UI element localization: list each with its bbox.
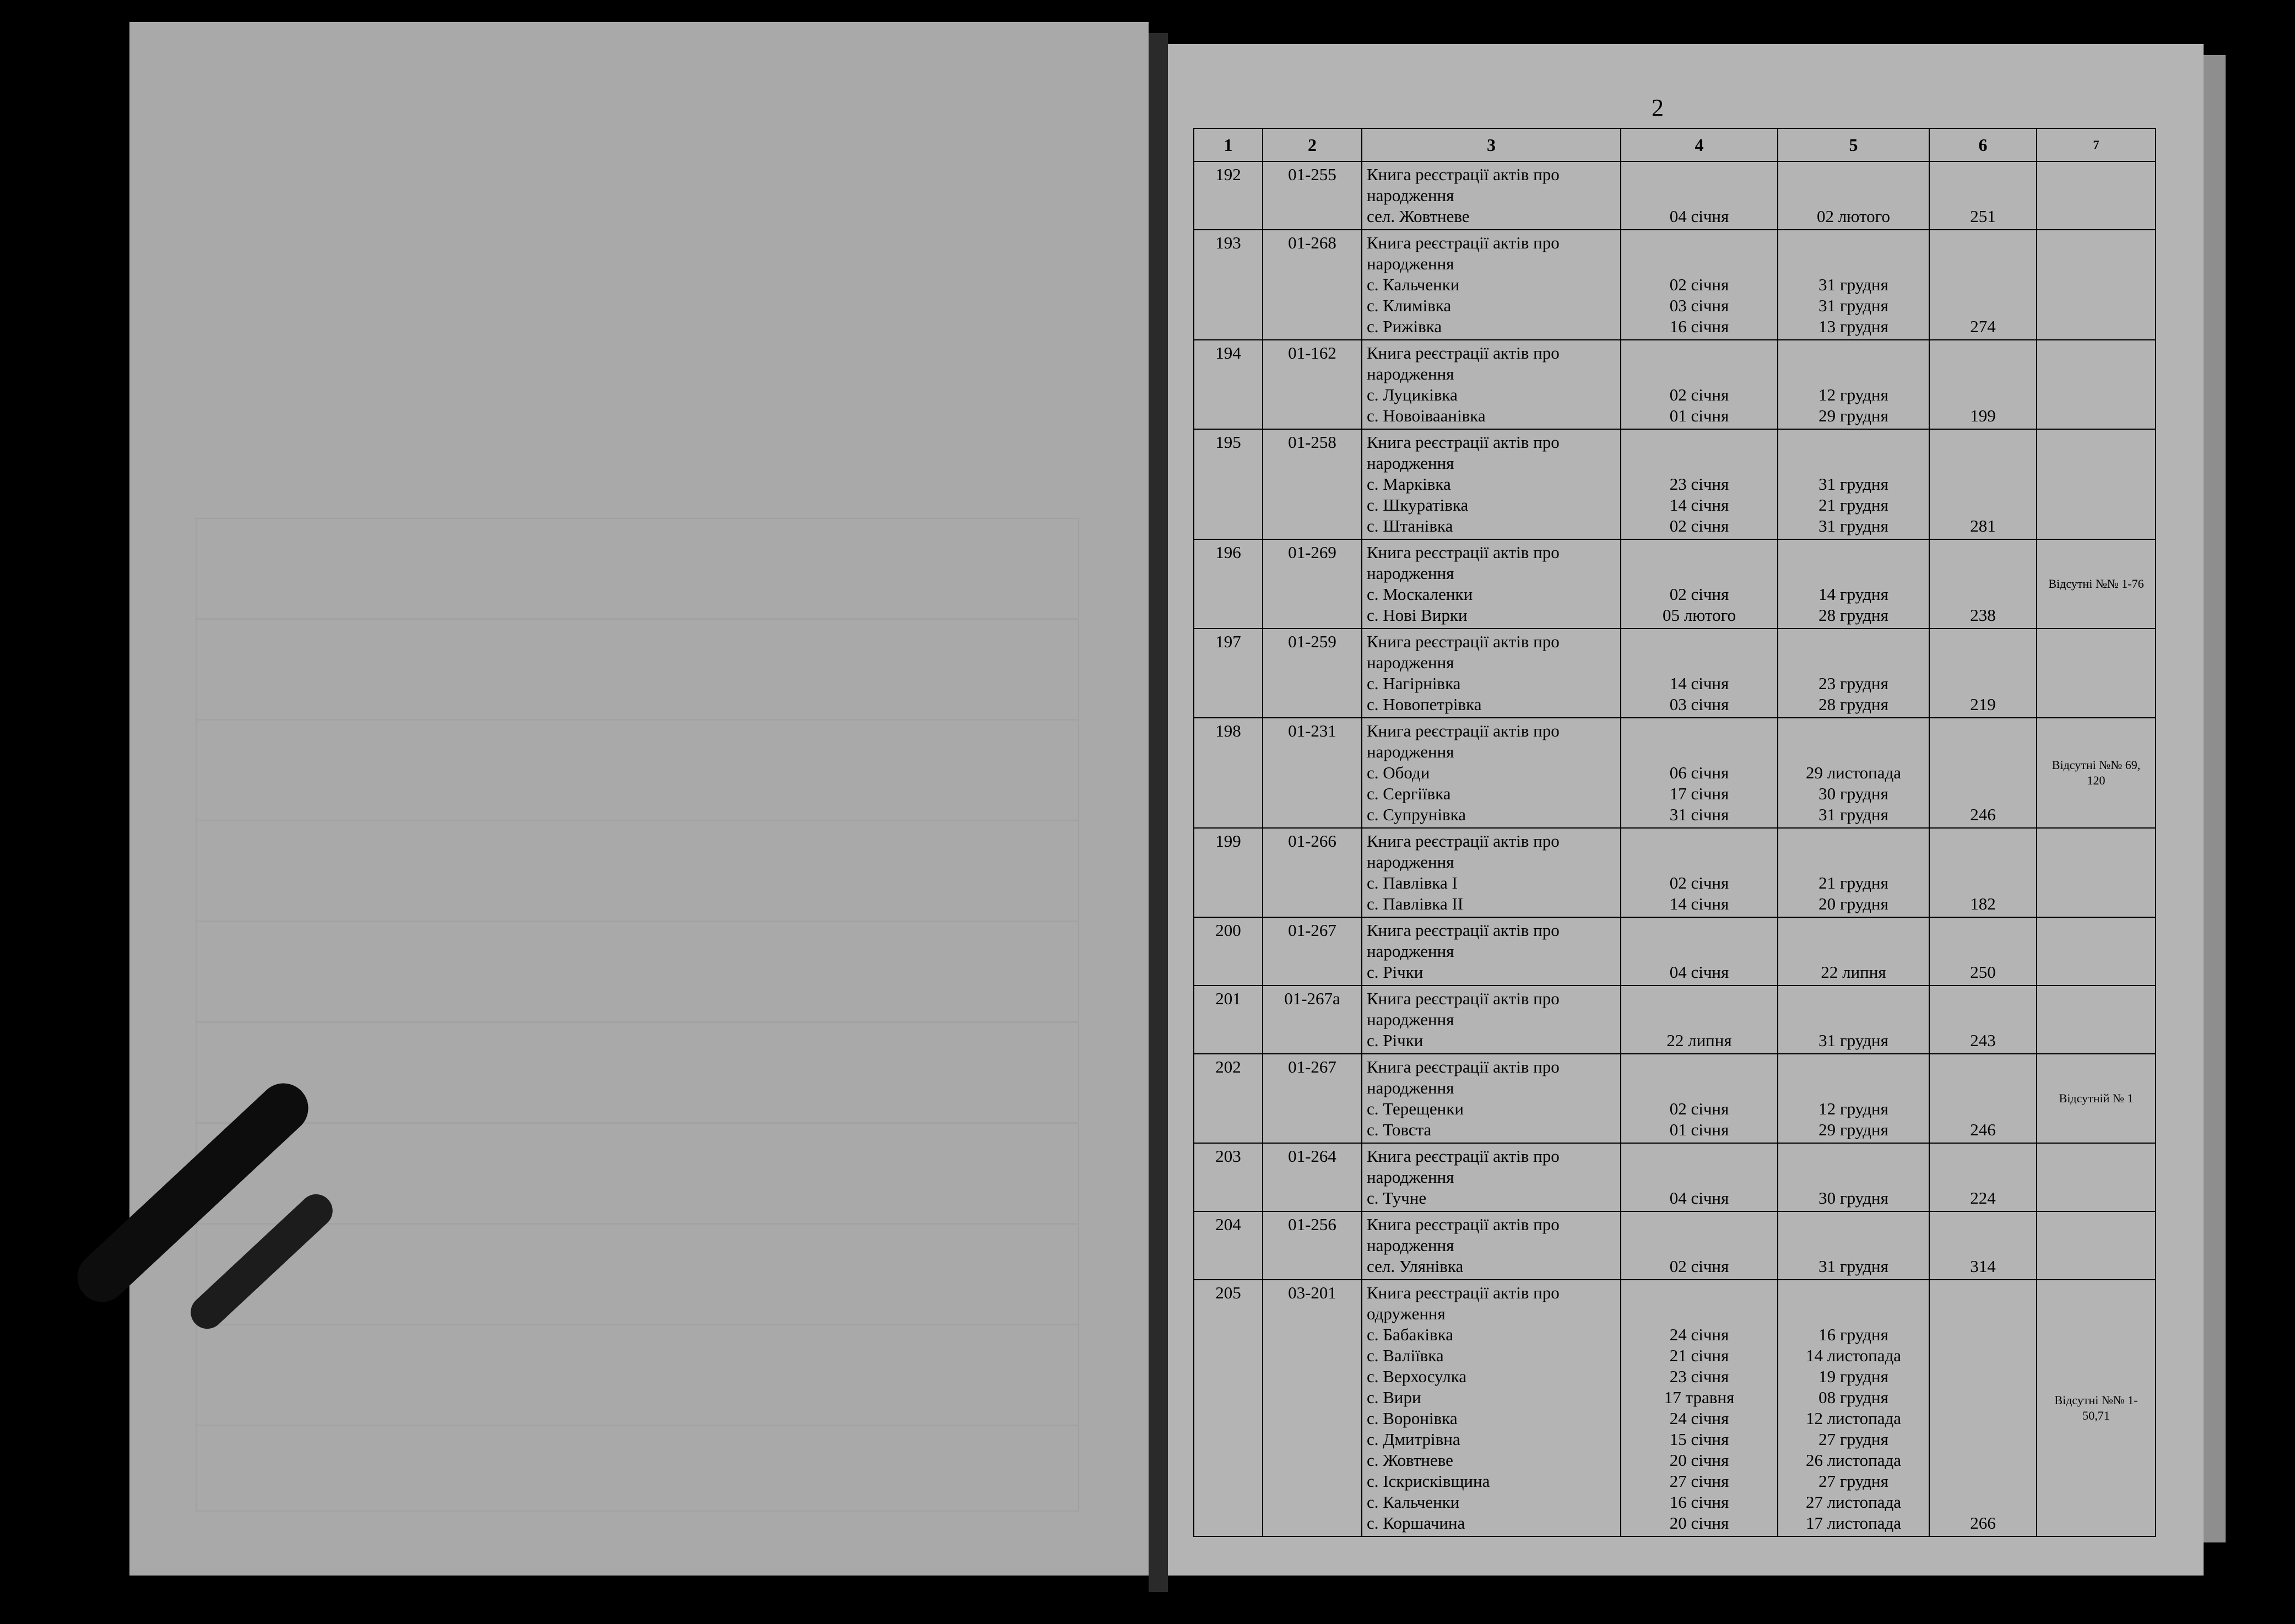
- end-date-line: 27 грудня: [1818, 1430, 1888, 1449]
- table-row: [1194, 539, 2156, 629]
- start-date: [1621, 539, 1778, 629]
- end-date-line: 14 листопада: [1805, 1346, 1902, 1365]
- header-col-6: 6: [1929, 128, 2037, 161]
- record-title: [1362, 1280, 1621, 1536]
- start-date: [1621, 1054, 1778, 1143]
- note: [2037, 1211, 2156, 1280]
- note: Відсутні №№ 1-50,71: [2037, 1280, 2156, 1536]
- end-date-line: 29 грудня: [1818, 1120, 1888, 1139]
- record-title: [1362, 986, 1621, 1054]
- start-date: [1621, 161, 1778, 230]
- start-date-line: 23 січня: [1669, 1367, 1729, 1386]
- place-name: с. Іскрисківщина: [1367, 1471, 1490, 1491]
- title-line: народження: [1367, 364, 1454, 383]
- place-name: с. Кальченки: [1367, 275, 1460, 294]
- row-number: 199: [1194, 828, 1263, 917]
- row-number: 194: [1194, 340, 1263, 429]
- title-line: народження: [1367, 564, 1454, 583]
- place-name: с. Луциківка: [1367, 385, 1458, 404]
- title-line: Книга реєстрації актів про: [1367, 1146, 1560, 1166]
- start-date-line: 14 січня: [1669, 674, 1729, 693]
- start-date-line: 03 січня: [1669, 296, 1729, 315]
- end-date: [1778, 986, 1929, 1054]
- start-date: [1621, 718, 1778, 828]
- row-number: 201: [1194, 986, 1263, 1054]
- record-title: [1362, 629, 1621, 718]
- place-name: с. Москаленки: [1367, 584, 1473, 604]
- book-spine: [1149, 33, 1168, 1592]
- end-date-line: 27 листопада: [1805, 1492, 1902, 1512]
- place-name: с. Супрунівка: [1367, 805, 1466, 824]
- row-number: 193: [1194, 230, 1263, 340]
- title-line: народження: [1367, 1010, 1454, 1029]
- record-title: [1362, 718, 1621, 828]
- end-date-line: 31 грудня: [1818, 516, 1888, 535]
- start-date-line: 27 січня: [1669, 1471, 1729, 1491]
- record-title: [1362, 340, 1621, 429]
- end-date: [1778, 917, 1929, 986]
- table-row: [1194, 986, 2156, 1054]
- note: [2037, 161, 2156, 230]
- table-body: [1194, 161, 2156, 1536]
- end-date-line: 28 грудня: [1818, 695, 1888, 714]
- table-row: [1194, 1211, 2156, 1280]
- end-date-line: 26 листопада: [1805, 1450, 1902, 1470]
- end-date-line: 30 грудня: [1818, 1188, 1888, 1208]
- fund-code: 03-201: [1263, 1280, 1362, 1536]
- end-date-line: 22 липня: [1821, 962, 1886, 982]
- table-row: [1194, 340, 2156, 429]
- start-date-line: 23 січня: [1669, 474, 1729, 494]
- title-line: Книга реєстрації актів про: [1367, 632, 1560, 651]
- place-name: сел. Улянівка: [1367, 1257, 1464, 1276]
- end-date-line: 17 листопада: [1805, 1513, 1902, 1533]
- place-name: с. Новоіваанівка: [1367, 406, 1486, 425]
- note: [2037, 230, 2156, 340]
- end-date: [1778, 1280, 1929, 1536]
- title-line: народження: [1367, 1167, 1454, 1187]
- title-line: народження: [1367, 1236, 1454, 1255]
- fund-code: 01-256: [1263, 1211, 1362, 1280]
- sheet-count: 199: [1929, 340, 2037, 429]
- title-line: народження: [1367, 1078, 1454, 1097]
- row-number: 198: [1194, 718, 1263, 828]
- end-date-line: 16 грудня: [1818, 1325, 1888, 1344]
- start-date-line: 16 січня: [1669, 1492, 1729, 1512]
- row-number: 192: [1194, 161, 1263, 230]
- table-row: [1194, 429, 2156, 539]
- place-name: с. Рижівка: [1367, 317, 1442, 336]
- record-title: [1362, 917, 1621, 986]
- bleed-through-lines: [197, 519, 1078, 1511]
- title-line: Книга реєстрації актів про: [1367, 1283, 1560, 1302]
- end-date-line: 31 грудня: [1818, 1257, 1888, 1276]
- end-date-line: 30 грудня: [1818, 784, 1888, 803]
- start-date-line: 05 лютого: [1662, 605, 1736, 625]
- start-date-line: 17 січня: [1669, 784, 1729, 803]
- header-col-4: 4: [1621, 128, 1778, 161]
- end-date-line: 12 листопада: [1805, 1409, 1902, 1428]
- place-name: с. Верхосулка: [1367, 1367, 1467, 1386]
- place-name: с. Новопетрівка: [1367, 695, 1482, 714]
- title-line: народження: [1367, 186, 1454, 205]
- record-title: [1362, 161, 1621, 230]
- end-date-line: 13 грудня: [1818, 317, 1888, 336]
- header-col-2: 2: [1263, 128, 1362, 161]
- place-name: с. Річки: [1367, 962, 1423, 982]
- place-name: с. Марківка: [1367, 474, 1451, 494]
- fund-code: 01-267: [1263, 917, 1362, 986]
- sheet-count: 238: [1929, 539, 2037, 629]
- bleed-through-table: [196, 518, 1079, 1512]
- header-row: [1194, 128, 2156, 161]
- table-row: [1194, 230, 2156, 340]
- end-date-line: 21 грудня: [1818, 495, 1888, 515]
- start-date-line: 02 січня: [1669, 873, 1729, 892]
- record-title: [1362, 1054, 1621, 1143]
- start-date: [1621, 429, 1778, 539]
- row-number: 202: [1194, 1054, 1263, 1143]
- note: [2037, 429, 2156, 539]
- end-date-line: 31 грудня: [1818, 805, 1888, 824]
- title-line: Книга реєстрації актів про: [1367, 543, 1560, 562]
- note: Відсутні №№ 69, 120: [2037, 718, 2156, 828]
- note: Відсутні №№ 1-76: [2037, 539, 2156, 629]
- header-col-5: 5: [1778, 128, 1929, 161]
- end-date: [1778, 718, 1929, 828]
- note: [2037, 917, 2156, 986]
- start-date-line: 02 січня: [1669, 516, 1729, 535]
- fund-code: 01-266: [1263, 828, 1362, 917]
- place-name: с. Валіївка: [1367, 1346, 1444, 1365]
- title-line: Книга реєстрації актів про: [1367, 721, 1560, 740]
- place-name: с. Нагірнівка: [1367, 674, 1461, 693]
- end-date: [1778, 828, 1929, 917]
- fund-code: 01-267а: [1263, 986, 1362, 1054]
- start-date-line: 02 січня: [1669, 275, 1729, 294]
- start-date-line: 02 січня: [1669, 1099, 1729, 1118]
- start-date: [1621, 1280, 1778, 1536]
- title-line: Книга реєстрації актів про: [1367, 432, 1560, 452]
- end-date-line: 31 грудня: [1818, 275, 1888, 294]
- start-date-line: 20 січня: [1669, 1450, 1729, 1470]
- end-date-line: 02 лютого: [1816, 207, 1891, 226]
- table-row: [1194, 917, 2156, 986]
- row-number: 195: [1194, 429, 1263, 539]
- sheet-count: 243: [1929, 986, 2037, 1054]
- start-date: [1621, 230, 1778, 340]
- place-name: с. Товста: [1367, 1120, 1432, 1139]
- table-row: [1194, 828, 2156, 917]
- record-title: [1362, 230, 1621, 340]
- place-name: с. Сергіївка: [1367, 784, 1451, 803]
- place-name: с. Кальченки: [1367, 1492, 1460, 1512]
- title-line: народження: [1367, 852, 1454, 871]
- title-line: народження: [1367, 742, 1454, 761]
- title-line: народження: [1367, 941, 1454, 961]
- start-date-line: 02 січня: [1669, 385, 1729, 404]
- end-date-line: 28 грудня: [1818, 605, 1888, 625]
- start-date-line: 14 січня: [1669, 495, 1729, 515]
- place-name: с. Дмитрівна: [1367, 1430, 1460, 1449]
- end-date-line: 31 грудня: [1818, 296, 1888, 315]
- start-date-line: 03 січня: [1669, 695, 1729, 714]
- end-date-line: 19 грудня: [1818, 1367, 1888, 1386]
- start-date-line: 01 січня: [1669, 406, 1729, 425]
- start-date-line: 21 січня: [1669, 1346, 1729, 1365]
- sheet-count: 281: [1929, 429, 2037, 539]
- fund-code: 01-264: [1263, 1143, 1362, 1211]
- start-date: [1621, 1211, 1778, 1280]
- start-date: [1621, 629, 1778, 718]
- record-title: [1362, 828, 1621, 917]
- start-date: [1621, 917, 1778, 986]
- row-number: 196: [1194, 539, 1263, 629]
- place-name: с. Павлівка І: [1367, 873, 1458, 892]
- fund-code: 01-269: [1263, 539, 1362, 629]
- sheet-count: 314: [1929, 1211, 2037, 1280]
- end-date: [1778, 340, 1929, 429]
- start-date-line: 17 травня: [1664, 1388, 1735, 1407]
- sheet-count: 224: [1929, 1143, 2037, 1211]
- end-date-line: 12 грудня: [1818, 1099, 1888, 1118]
- place-name: сел. Жовтневе: [1367, 207, 1470, 226]
- start-date-line: 31 січня: [1669, 805, 1729, 824]
- end-date-line: 08 грудня: [1818, 1388, 1888, 1407]
- title-line: Книга реєстрації актів про: [1367, 1057, 1560, 1076]
- note: Відсутній № 1: [2037, 1054, 2156, 1143]
- fund-code: 01-231: [1263, 718, 1362, 828]
- table-row: [1194, 1280, 2156, 1536]
- page-number: 2: [1652, 94, 1664, 121]
- start-date-line: 02 січня: [1669, 1257, 1729, 1276]
- title-line: Книга реєстрації актів про: [1367, 165, 1560, 184]
- start-date: [1621, 986, 1778, 1054]
- end-date: [1778, 629, 1929, 718]
- title-line: народження: [1367, 453, 1454, 473]
- end-date-line: 31 грудня: [1818, 474, 1888, 494]
- header-col-1: 1: [1194, 128, 1263, 161]
- table-row: [1194, 1054, 2156, 1143]
- title-line: Книга реєстрації актів про: [1367, 921, 1560, 940]
- sheet-count: 182: [1929, 828, 2037, 917]
- end-date: [1778, 161, 1929, 230]
- register-table: [1193, 128, 2156, 1537]
- fund-code: 01-255: [1263, 161, 1362, 230]
- sheet-count: 274: [1929, 230, 2037, 340]
- place-name: с. Штанівка: [1367, 516, 1453, 535]
- row-number: 197: [1194, 629, 1263, 718]
- sheet-count: 250: [1929, 917, 2037, 986]
- table-row: [1194, 161, 2156, 230]
- end-date: [1778, 1211, 1929, 1280]
- place-name: с. Ободи: [1367, 763, 1430, 782]
- record-title: [1362, 429, 1621, 539]
- table-row: [1194, 718, 2156, 828]
- start-date: [1621, 1143, 1778, 1211]
- sheet-count: 219: [1929, 629, 2037, 718]
- end-date-line: 31 грудня: [1818, 1031, 1888, 1050]
- start-date-line: 04 січня: [1669, 1188, 1729, 1208]
- end-date-line: 23 грудня: [1818, 674, 1888, 693]
- fund-code: 01-162: [1263, 340, 1362, 429]
- place-name: с. Терещенки: [1367, 1099, 1464, 1118]
- end-date-line: 14 грудня: [1818, 584, 1888, 604]
- table-row: [1194, 1143, 2156, 1211]
- end-date: [1778, 539, 1929, 629]
- place-name: с. Жовтневе: [1367, 1450, 1453, 1470]
- note: [2037, 986, 2156, 1054]
- start-date-line: 15 січня: [1669, 1430, 1729, 1449]
- start-date: [1621, 340, 1778, 429]
- start-date-line: 06 січня: [1669, 763, 1729, 782]
- place-name: с. Нові Вирки: [1367, 605, 1468, 625]
- start-date-line: 16 січня: [1669, 317, 1729, 336]
- fund-code: 01-267: [1263, 1054, 1362, 1143]
- record-title: [1362, 539, 1621, 629]
- sheet-count: 246: [1929, 718, 2037, 828]
- start-date-line: 04 січня: [1669, 962, 1729, 982]
- end-date-line: 12 грудня: [1818, 385, 1888, 404]
- sheet-count: 251: [1929, 161, 2037, 230]
- title-line: Книга реєстрації актів про: [1367, 831, 1560, 851]
- end-date: [1778, 429, 1929, 539]
- end-date-line: 27 грудня: [1818, 1471, 1888, 1491]
- title-line: Книга реєстрації актів про: [1367, 343, 1560, 362]
- row-number: 203: [1194, 1143, 1263, 1211]
- header-col-3: 3: [1362, 128, 1621, 161]
- place-name: с. Вири: [1367, 1388, 1421, 1407]
- end-date-line: 29 листопада: [1805, 763, 1902, 782]
- place-name: с. Бабаківка: [1367, 1325, 1454, 1344]
- start-date-line: 02 січня: [1669, 584, 1729, 604]
- start-date-line: 14 січня: [1669, 894, 1729, 913]
- start-date-line: 22 липня: [1666, 1031, 1732, 1050]
- title-line: Книга реєстрації актів про: [1367, 989, 1560, 1008]
- end-date: [1778, 1143, 1929, 1211]
- sheet-count: 246: [1929, 1054, 2037, 1143]
- row-number: 200: [1194, 917, 1263, 986]
- header-col-7: 7: [2037, 128, 2156, 161]
- left-page-faded: [129, 22, 1149, 1576]
- note: [2037, 629, 2156, 718]
- start-date-line: 01 січня: [1669, 1120, 1729, 1139]
- start-date-line: 24 січня: [1669, 1325, 1729, 1344]
- start-date-line: 20 січня: [1669, 1513, 1729, 1533]
- start-date-line: 04 січня: [1669, 207, 1729, 226]
- place-name: с. Павлівка ІІ: [1367, 894, 1464, 913]
- end-date: [1778, 230, 1929, 340]
- title-line: народження: [1367, 653, 1454, 672]
- title-line: народження: [1367, 254, 1454, 273]
- note: [2037, 1143, 2156, 1211]
- title-line: Книга реєстрації актів про: [1367, 233, 1560, 252]
- title-line: одруження: [1367, 1304, 1446, 1323]
- table-row: [1194, 629, 2156, 718]
- end-date-line: 29 грудня: [1818, 406, 1888, 425]
- page-edge: [2204, 55, 2226, 1542]
- start-date: [1621, 828, 1778, 917]
- end-date: [1778, 1054, 1929, 1143]
- record-title: [1362, 1143, 1621, 1211]
- end-date-line: 21 грудня: [1818, 873, 1888, 892]
- fund-code: 01-259: [1263, 629, 1362, 718]
- place-name: с. Воронівка: [1367, 1409, 1458, 1428]
- end-date-line: 20 грудня: [1818, 894, 1888, 913]
- record-title: [1362, 1211, 1621, 1280]
- title-line: Книга реєстрації актів про: [1367, 1215, 1560, 1234]
- fund-code: 01-268: [1263, 230, 1362, 340]
- row-number: 205: [1194, 1280, 1263, 1536]
- note: [2037, 340, 2156, 429]
- fund-code: 01-258: [1263, 429, 1362, 539]
- row-number: 204: [1194, 1211, 1263, 1280]
- place-name: с. Климівка: [1367, 296, 1452, 315]
- sheet-count: 266: [1929, 1280, 2037, 1536]
- place-name: с. Тучне: [1367, 1188, 1427, 1208]
- start-date-line: 24 січня: [1669, 1409, 1729, 1428]
- place-name: с. Шкуратівка: [1367, 495, 1469, 515]
- note: [2037, 828, 2156, 917]
- place-name: с. Коршачина: [1367, 1513, 1465, 1533]
- place-name: с. Річки: [1367, 1031, 1423, 1050]
